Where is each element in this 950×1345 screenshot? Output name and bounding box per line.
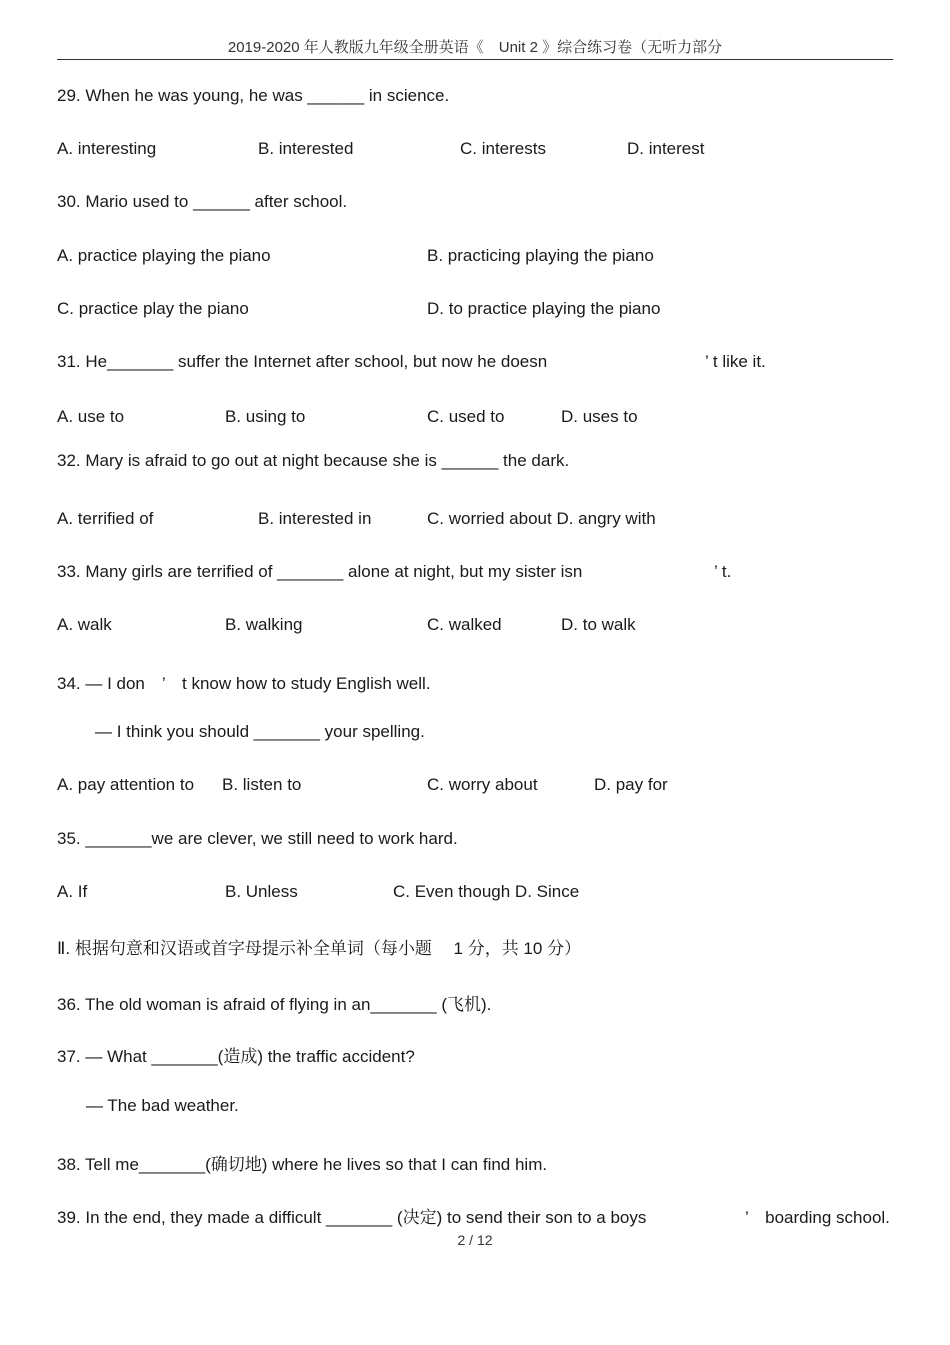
option-b: B. using to	[225, 407, 306, 426]
question-stem-end: ’ t like it.	[705, 352, 766, 371]
dialogue-reply: — The bad weather.	[86, 1096, 239, 1115]
question-stem: 29. When he was young, he was ______ in science.	[57, 86, 450, 105]
option-a: A. walk	[57, 615, 112, 634]
page-header: 2019-2020 年人教版九年级全册英语《 Unit 2 》综合练习卷（无听力部分	[227, 39, 723, 56]
dialogue-reply: — I think you should _______ your spelling.	[95, 722, 425, 741]
question-stem: 34. — I don ’ t know how to study English well.	[57, 674, 431, 693]
question-stem: 35. _______we are clever, we still need to work hard.	[57, 829, 458, 848]
option-c-d: C. Even though D. Since	[393, 882, 580, 901]
option-c: C. walked	[427, 615, 502, 634]
question-stem: 31. He_______ suffer the Internet after school, but now he doesn	[57, 352, 548, 371]
question-37: 37. — What _______(造成) the traffic accident?	[57, 1047, 415, 1066]
header-divider	[57, 59, 893, 60]
option-c: C. worry about	[427, 775, 538, 794]
option-d: D. pay for	[594, 775, 668, 794]
question-stem: 30. Mario used to ______ after school.	[57, 192, 348, 211]
option-d: D. uses to	[561, 407, 638, 426]
page-number: 2 / 12	[457, 1232, 493, 1248]
option-d: D. to walk	[561, 615, 636, 634]
option-b: B. interested	[258, 139, 354, 158]
question-39: 39. In the end, they made a difficult _______ (决定) to send their son to a boys	[57, 1208, 647, 1227]
section-heading: Ⅱ. 根据句意和汉语或首字母提示补全单词（每小题 1 分，共 10 分）	[57, 939, 582, 958]
option-b: B. listen to	[222, 775, 302, 794]
option-a: A. practice playing the piano	[57, 246, 271, 265]
option-b: B. Unless	[225, 882, 298, 901]
option-b: B. interested in	[258, 509, 372, 528]
option-a: A. terrified of	[57, 509, 154, 528]
option-a: A. use to	[57, 407, 125, 426]
option-c-d: C. worried about D. angry with	[427, 509, 656, 528]
question-38: 38. Tell me_______(确切地) where he lives so that I can find him.	[57, 1155, 548, 1174]
option-c: C. used to	[427, 407, 505, 426]
option-c: C. interests	[460, 139, 546, 158]
option-a: A. pay attention to	[57, 775, 195, 794]
option-a: A. interesting	[57, 139, 157, 158]
option-b: B. walking	[225, 615, 303, 634]
option-d: D. to practice playing the piano	[427, 299, 661, 318]
question-39-end: ’ boarding school.	[745, 1208, 890, 1227]
option-c: C. practice play the piano	[57, 299, 249, 318]
question-36: 36. The old woman is afraid of flying in an_______ (飞机).	[57, 995, 492, 1014]
option-a: A. If	[57, 882, 88, 901]
option-b: B. practicing playing the piano	[427, 246, 654, 265]
question-stem: 32. Mary is afraid to go out at night because she is ______ the dark.	[57, 451, 570, 470]
question-stem: 33. Many girls are terrified of _______ alone at night, but my sister isn	[57, 562, 583, 581]
option-d: D. interest	[627, 139, 705, 158]
question-stem-end: ’ t.	[714, 562, 732, 581]
